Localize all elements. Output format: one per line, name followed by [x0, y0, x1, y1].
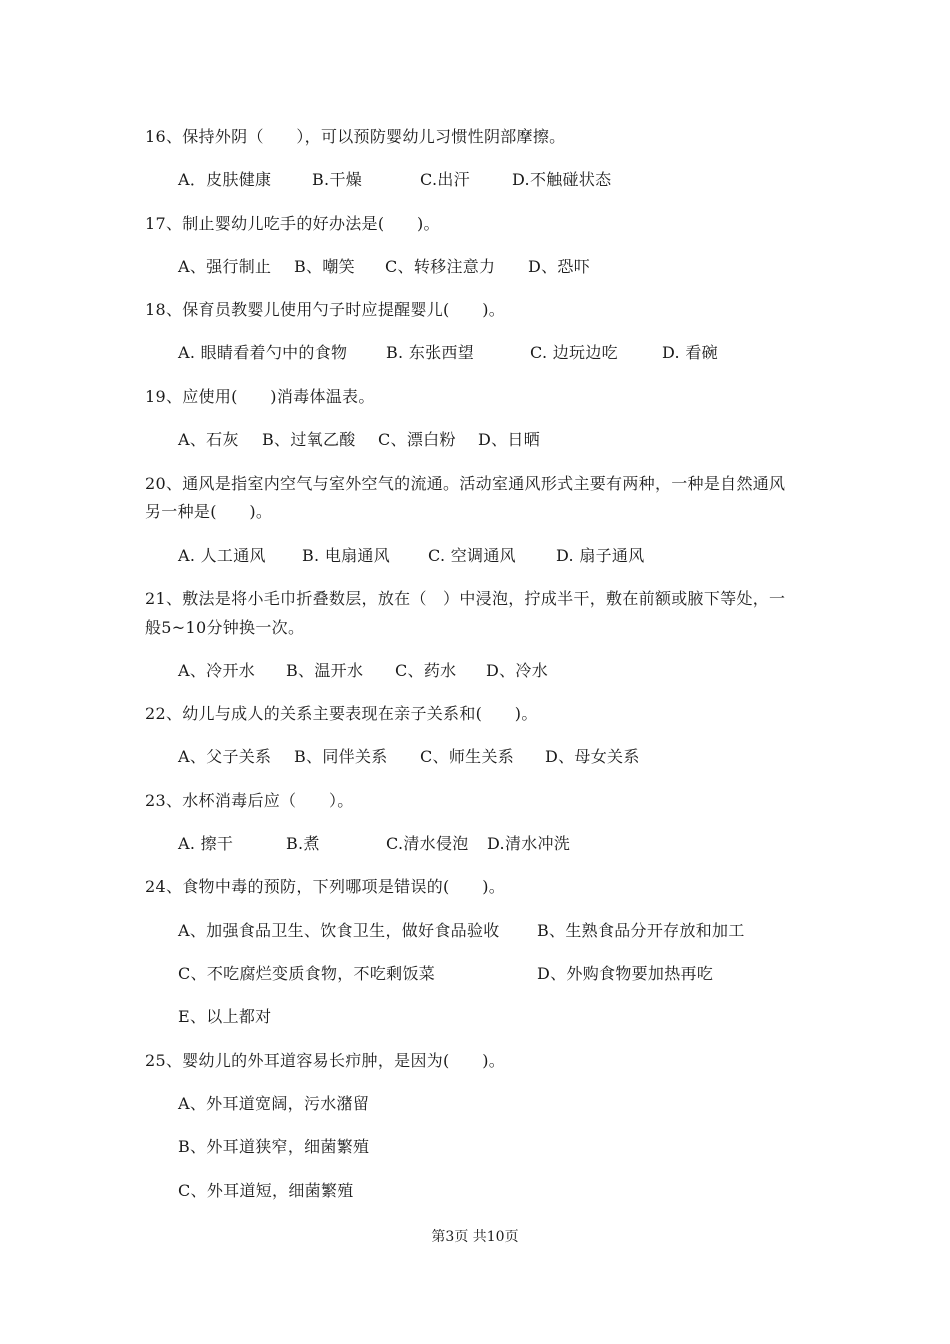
question-23-stem: 23、水杯消毒后应（ ）。	[145, 791, 354, 810]
question-21-option-a: A、冷开水	[178, 661, 256, 680]
question-19-stem: 19、应使用( )消毒体温表。	[145, 387, 375, 406]
question-23-option-a: A. 擦干	[178, 834, 234, 853]
question-18-option-a: A. 眼睛看着勺中的食物	[178, 343, 348, 362]
question-16-option-b: B.干燥	[312, 170, 363, 189]
question-22-option-b: B、同伴关系	[294, 747, 388, 766]
question-20-option-a: A. 人工通风	[178, 546, 266, 565]
question-17-option-b: B、嘲笑	[294, 257, 355, 276]
question-16-stem: 16、保持外阴（ ），可以预防婴幼儿习惯性阴部摩擦。	[145, 127, 566, 146]
question-21-option-d: D、冷水	[486, 661, 549, 680]
question-19-option-a: A、石灰	[178, 430, 239, 449]
question-23-option-b: B.煮	[286, 834, 320, 853]
question-21-option-c: C、药水	[395, 661, 457, 680]
question-24-stem: 24、食物中毒的预防，下列哪项是错误的( )。	[145, 877, 506, 896]
question-24-option-d: D、外购食物要加热再吃	[537, 964, 714, 983]
question-22-stem: 22、幼儿与成人的关系主要表现在亲子关系和( )。	[145, 704, 538, 723]
question-25-stem: 25、婴幼儿的外耳道容易长疖肿，是因为( )。	[145, 1051, 506, 1070]
question-17-stem: 17、制止婴幼儿吃手的好办法是( )。	[145, 214, 440, 233]
question-17-option-c: C、转移注意力	[385, 257, 496, 276]
question-18-option-d: D. 看碗	[662, 343, 718, 362]
question-25-option-a: A、外耳道宽阔，污水潴留	[178, 1094, 370, 1113]
question-19-option-d: D、日晒	[478, 430, 541, 449]
question-22-option-c: C、师生关系	[420, 747, 515, 766]
question-20-stem-line-1: 20、通风是指室内空气与室外空气的流通。活动室通风形式主要有两种，一种是自然通风	[145, 474, 786, 493]
question-24-option-c: C、不吃腐烂变质食物，不吃剩饭菜	[178, 964, 436, 983]
question-21-stem-line-2: 般5~10分钟换一次。	[145, 618, 305, 637]
question-17-option-d: D、恐吓	[528, 257, 591, 276]
question-18-option-c: C. 边玩边吃	[530, 343, 618, 362]
question-25-option-c: C、外耳道短，细菌繁殖	[178, 1181, 354, 1200]
question-20-option-c: C. 空调通风	[428, 546, 516, 565]
question-17-option-a: A、强行制止	[178, 257, 272, 276]
page-number-footer: 第3页 共10页	[431, 1229, 519, 1245]
question-16-option-c: C.出汗	[420, 170, 470, 189]
question-23-option-c: C.清水侵泡	[386, 834, 469, 853]
question-22-option-a: A、父子关系	[178, 747, 272, 766]
question-25-option-b: B、外耳道狭窄，细菌繁殖	[178, 1137, 370, 1156]
question-21-option-b: B、温开水	[286, 661, 364, 680]
question-24-option-a: A、加强食品卫生、饮食卫生，做好食品验收	[178, 921, 500, 940]
question-23-option-d: D.清水冲洗	[487, 834, 571, 853]
question-20-option-b: B. 电扇通风	[302, 546, 391, 565]
question-18-option-b: B. 东张西望	[386, 343, 475, 362]
question-24-option-b: B、生熟食品分开存放和加工	[537, 921, 745, 940]
question-20-stem-line-2: 另一种是( )。	[145, 502, 273, 521]
question-16-option-d: D.不触碰状态	[512, 170, 612, 189]
question-21-stem-line-1: 21、敷法是将小毛巾折叠数层，放在（ ）中浸泡，拧成半干，敷在前额或腋下等处，一	[145, 589, 786, 608]
question-19-option-b: B、过氧乙酸	[262, 430, 356, 449]
question-19-option-c: C、漂白粉	[378, 430, 456, 449]
question-18-stem: 18、保育员教婴儿使用勺子时应提醒婴儿( )。	[145, 300, 506, 319]
question-24-option-e: E、以上都对	[178, 1007, 272, 1026]
question-16-option-a: A．皮肤健康	[178, 170, 272, 189]
question-22-option-d: D、母女关系	[545, 747, 640, 766]
question-20-option-d: D. 扇子通风	[556, 546, 645, 565]
